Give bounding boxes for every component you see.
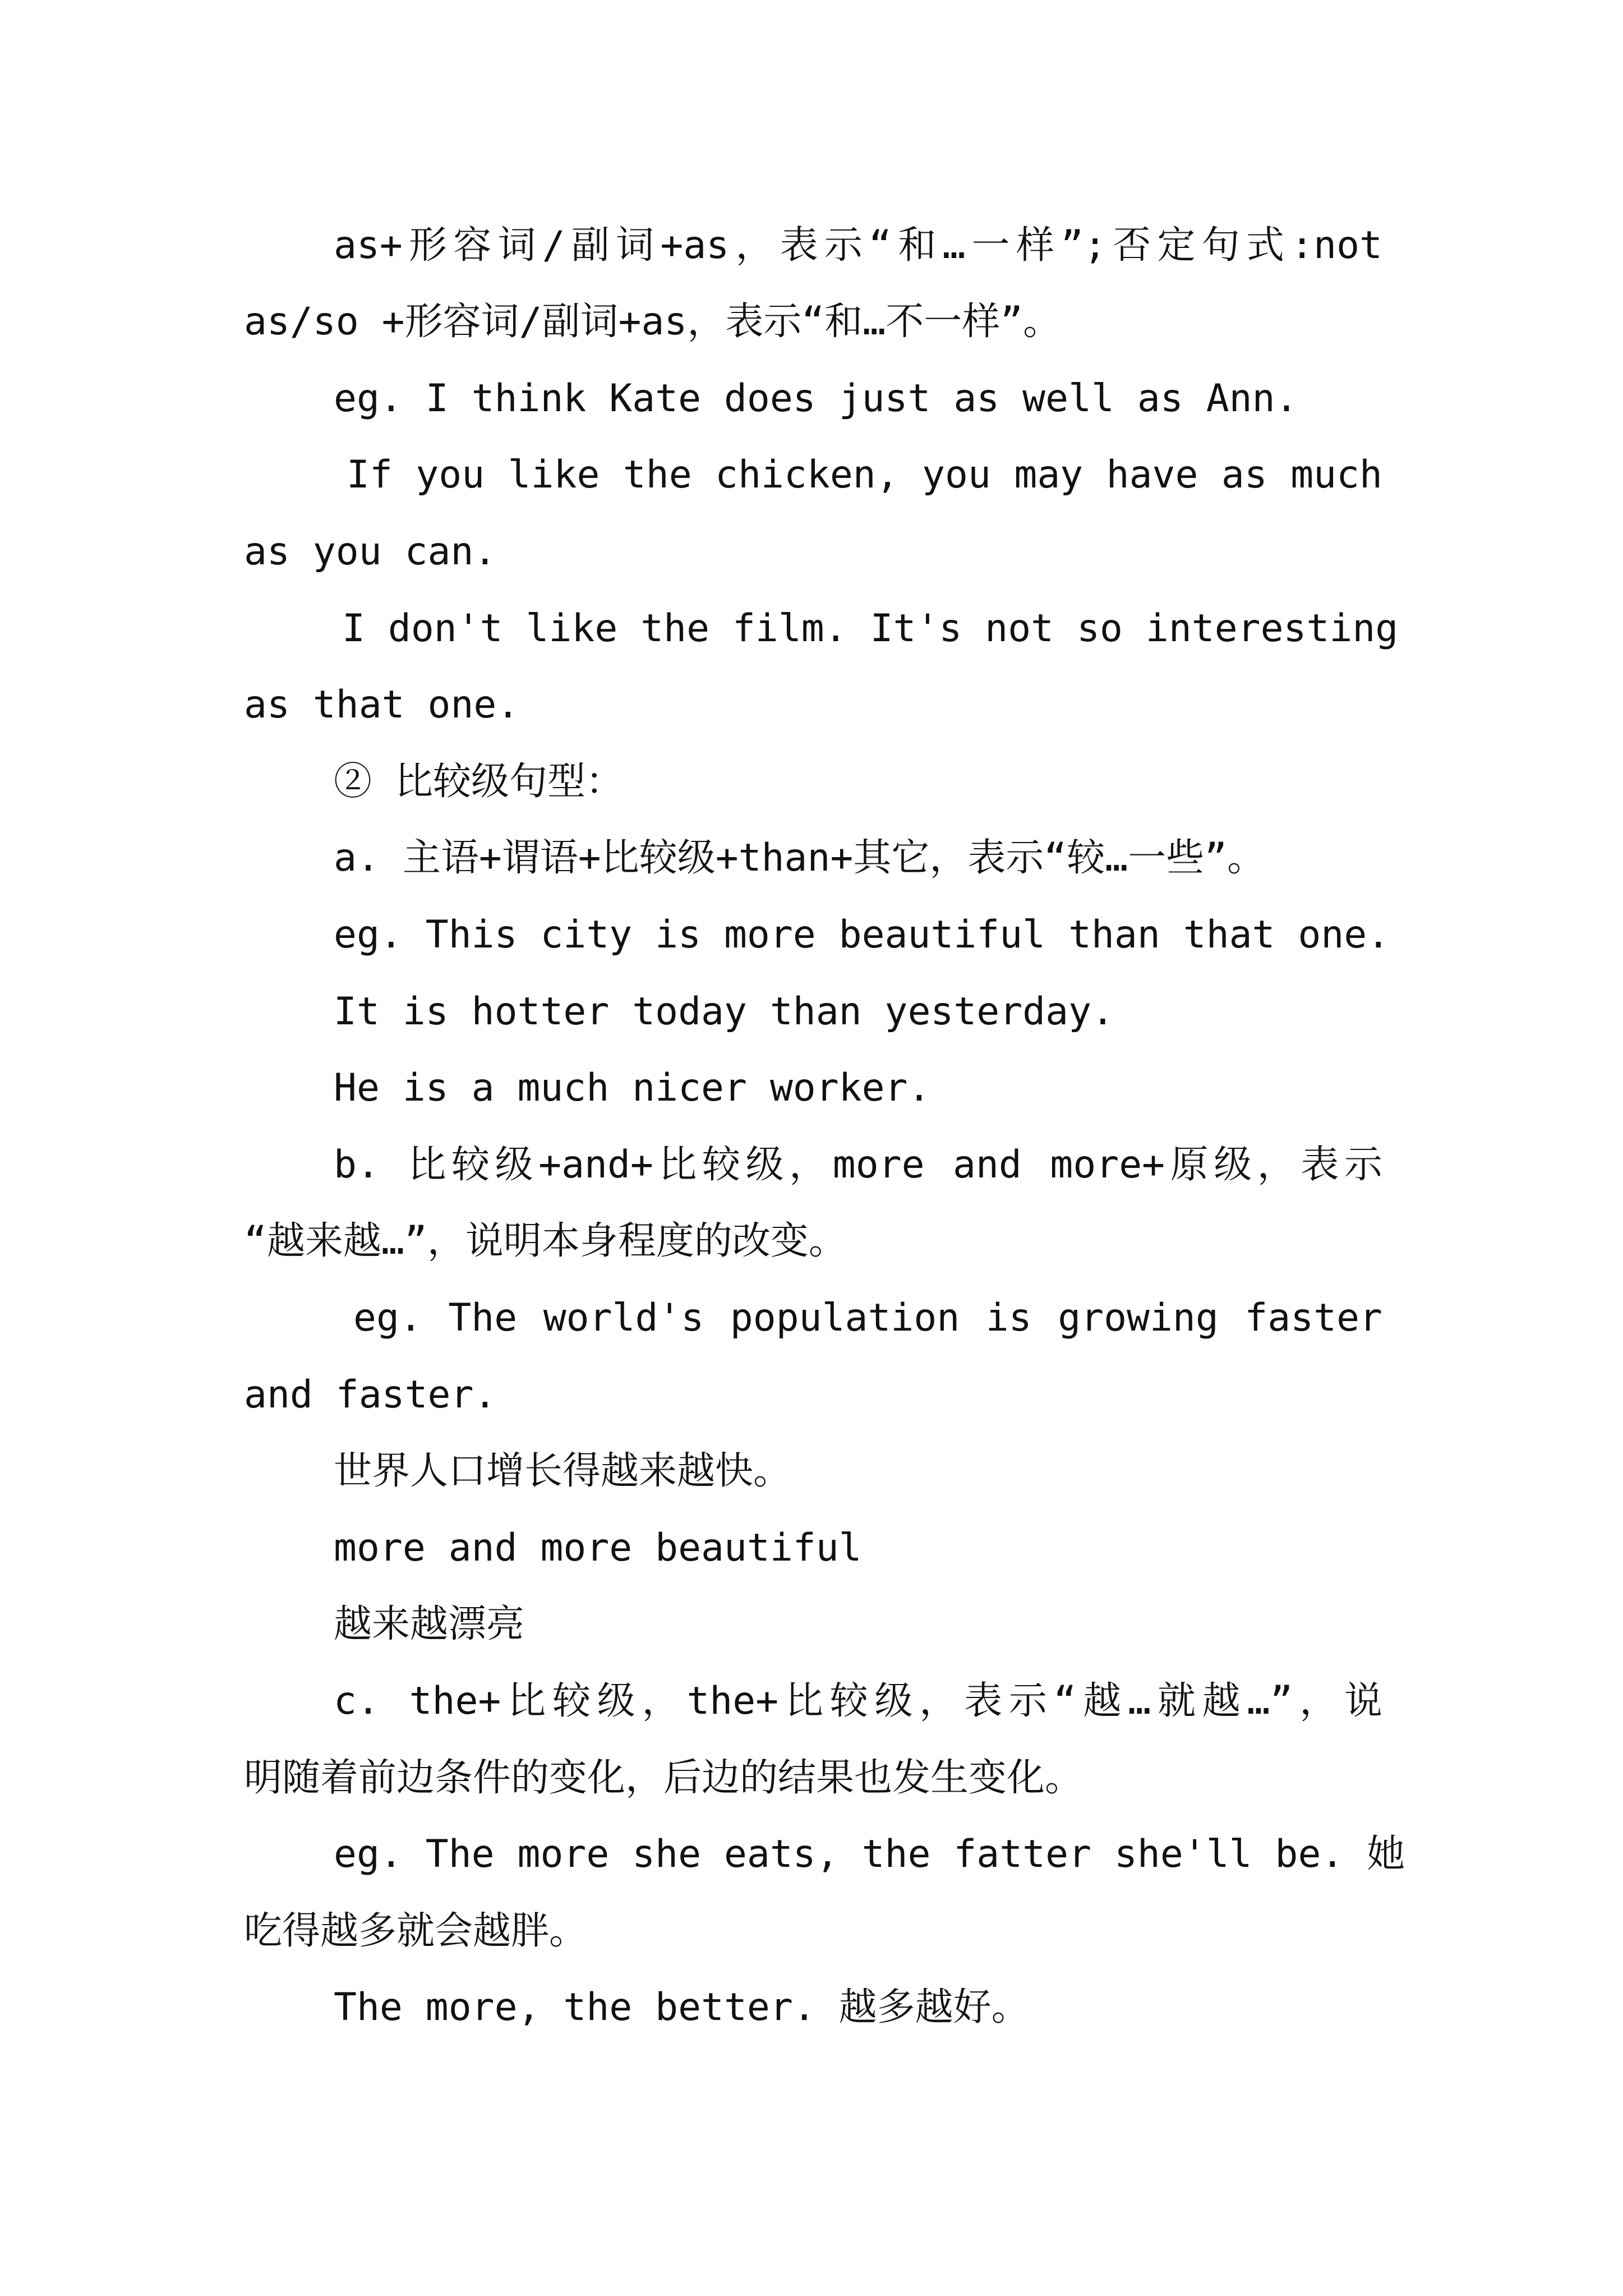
text-line: as/so +形容词/副词+as，表示“和…不一样”。 [244, 300, 1062, 344]
text-line: eg. I think Kate does just as well as Ann. [334, 376, 1298, 421]
text-line: 明随着前边条件的变化，后边的结果也发生变化。 [244, 1756, 1083, 1800]
text-line: 吃得越多就会越胖。 [244, 1909, 588, 1953]
text-line: eg. The more she eats, the fatter she'll be. 她 [334, 1832, 1405, 1876]
text-line: as+形容词/副词+as，表示“和…一样”;否定句式:not [334, 223, 1382, 268]
text-line: and faster. [244, 1373, 497, 1417]
text-line: a. 主语+谓语+比较级+than+其它，表示“较…一些”。 [334, 836, 1266, 880]
text-line: If you like the chicken, you may have as much [347, 453, 1382, 497]
text-line: c. the+比较级，the+比较级，表示“越…就越…”，说 [334, 1679, 1382, 1723]
text-line: eg. The world's population is growing faster [353, 1296, 1382, 1340]
text-line: “越来越…”，说明本身程度的改变。 [244, 1219, 847, 1263]
text-line: eg. This city is more beautiful than that one. [334, 913, 1390, 957]
text-line: as you can. [244, 530, 497, 574]
text-line: I don't like the film. It's not so interesting [342, 606, 1399, 651]
text-line: The more, the better. 越多越好。 [334, 1985, 1030, 2030]
text-line: He is a much nicer worker. [334, 1066, 931, 1110]
text-line: It is hotter today than yesterday. [334, 990, 1114, 1034]
text-line: b. 比较级+and+比较级，more and more+原级，表示 [334, 1143, 1382, 1187]
text-line: 世界人口增长得越来越快。 [334, 1449, 792, 1493]
text-line: 越来越漂亮 [334, 1602, 525, 1646]
text-line: more and more beautiful [334, 1526, 862, 1570]
text-line: ② 比较级句型： [334, 760, 624, 804]
text-line: as that one. [244, 683, 520, 727]
